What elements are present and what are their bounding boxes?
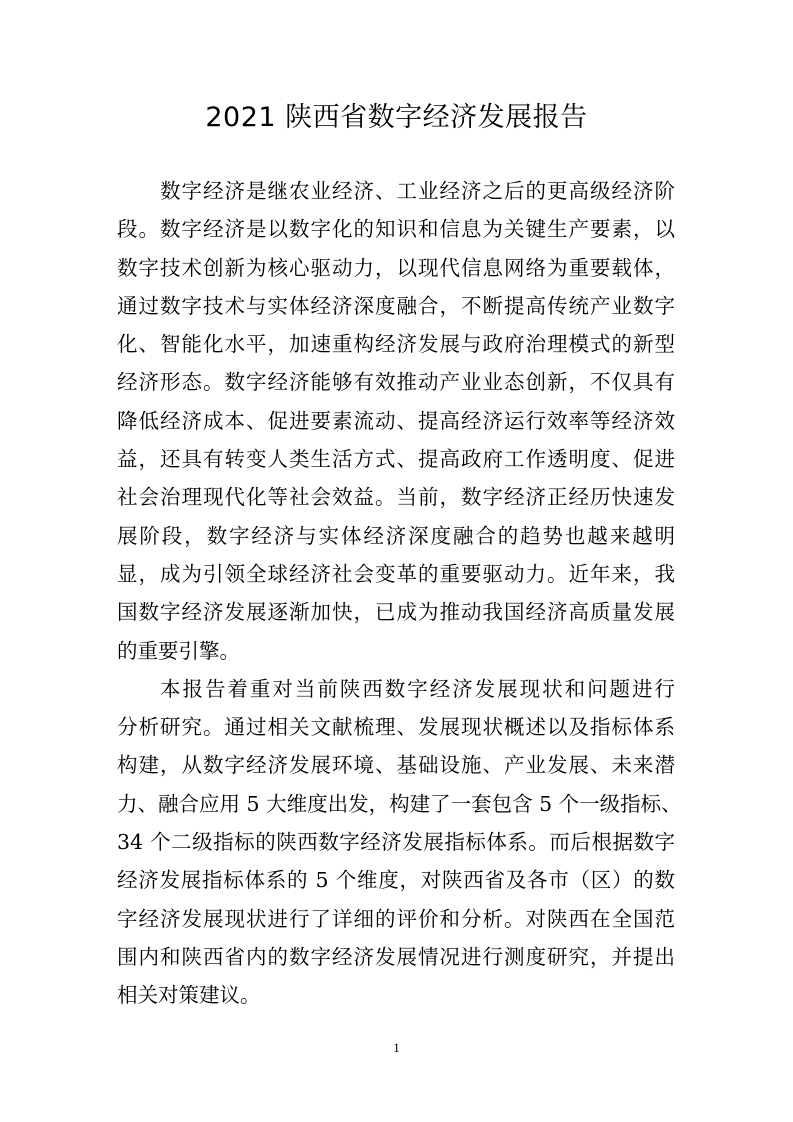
paragraph-report-scope (117, 670, 682, 1015)
text-line: 数字经济是继农业经济、工业经济之后的更高级经济阶 (160, 179, 675, 203)
text-line: 通过数字技术与实体经济深度融合，不断提高传统产业数字 (117, 293, 675, 318)
text-line: 化、智能化水平，加速重构经济发展与政府治理模式的新型 (117, 332, 675, 357)
text-line: 显，成为引领全球经济社会变革的重要驱动力。近年来，我 (117, 561, 675, 586)
text-line: 力、融合应用 5 大维度出发，构建了一套包含 5 个一级指标、 (117, 791, 682, 816)
text-line: 经济发展指标体系的 5 个维度，对陕西省及各市（区）的数 (117, 868, 675, 893)
document-body (117, 172, 682, 1015)
text-line: 字经济发展现状进行了详细的评价和分析。对陕西在全国范 (117, 906, 675, 931)
text-line: 段。数字经济是以数字化的知识和信息为关键生产要素，以 (117, 217, 675, 242)
text-line: 构建，从数字经济发展环境、基础设施、产业发展、未来潜 (117, 753, 675, 778)
paragraph-intro (117, 172, 675, 670)
text-line: 益，还具有转变人类生活方式、提高政府工作透明度、促进 (117, 447, 675, 472)
text-line: 相关对策建议。 (117, 983, 261, 1008)
text-line: 数字技术创新为核心驱动力，以现代信息网络为重要载体， (117, 255, 675, 280)
text-line: 展阶段，数字经济与实体经济深度融合的趋势也越来越明 (117, 523, 675, 548)
text-line: 的重要引擎。 (117, 638, 240, 663)
text-line: 34 个二级指标的陕西数字经济发展指标体系。而后根据数字 (117, 830, 675, 855)
page-number: 1 (393, 1040, 400, 1055)
text-line: 分析研究。通过相关文献梳理、发展现状概述以及指标体系 (117, 715, 675, 740)
text-line: 本报告着重对当前陕西数字经济发展现状和问题进行 (160, 676, 675, 701)
text-line: 国数字经济发展逐渐加快，已成为推动我国经济高质量发展 (117, 600, 675, 625)
text-line: 降低经济成本、促进要素流动、提高经济运行效率等经济效 (117, 408, 675, 433)
text-line: 社会治理现代化等社会效益。当前，数字经济正经历快速发 (117, 485, 675, 510)
text-line: 围内和陕西省内的数字经济发展情况进行测度研究，并提出 (117, 944, 675, 969)
document-title: 2021 陕西省数字经济发展报告 (205, 102, 588, 133)
text-line: 经济形态。数字经济能够有效推动产业业态创新，不仅具有 (117, 370, 675, 395)
